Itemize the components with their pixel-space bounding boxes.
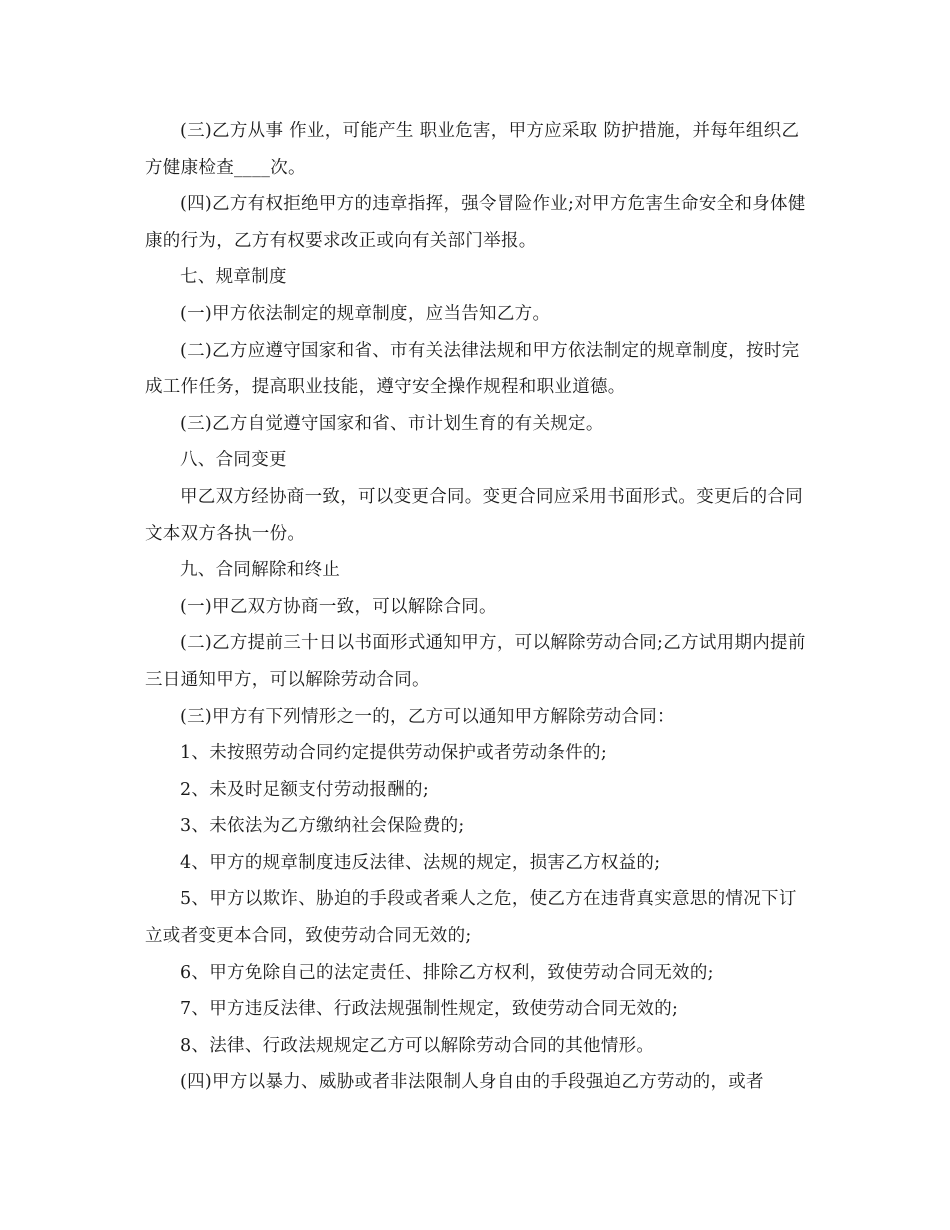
list-item: 8、法律、行政法规规定乙方可以解除劳动合同的其他情形。 xyxy=(180,1035,655,1056)
list-item: 1、未按照劳动合同约定提供劳动保护或者劳动条件的; xyxy=(180,743,608,764)
list-item: 5、甲方以欺诈、胁迫的手段或者乘人之危，使乙方在违背真实意思的情况下订立或者变更本合同，致使劳动合同无效的; xyxy=(145,889,797,947)
paragraph: (三)甲方有下列情形之一的，乙方可以通知甲方解除劳动合同： xyxy=(180,706,675,727)
section-heading: 七、规章制度 xyxy=(180,267,287,288)
paragraph: (三)乙方自觉遵守国家和省、市计划生育的有关规定。 xyxy=(180,413,604,434)
list-item: 7、甲方违反法律、行政法规强制性规定，致使劳动合同无效的; xyxy=(180,999,679,1020)
paragraph: (四)乙方有权拒绝甲方的违章指挥，强令冒险作业;对甲方危害生命安全和身体健康的行为，乙方有权要求改正或向有关部门举报。 xyxy=(145,194,806,251)
paragraph: (四)甲方以暴力、威胁或者非法限制人身自由的手段强迫乙方劳动的，或者 xyxy=(180,1072,764,1093)
document-page xyxy=(145,113,813,1101)
section-heading: 九、合同解除和终止 xyxy=(180,560,341,581)
paragraph: (一)甲乙双方协商一致，可以解除合同。 xyxy=(180,596,497,617)
section-heading: 八、合同变更 xyxy=(180,450,287,471)
paragraph: (三)乙方从事 作业，可能产生 职业危害，甲方应采取 防护措施，并每年组织乙方健康检查____次。 xyxy=(145,121,800,178)
list-item: 2、未及时足额支付劳动报酬的; xyxy=(180,779,430,800)
list-item: 3、未依法为乙方缴纳社会保险费的; xyxy=(180,816,465,837)
paragraph: 甲乙双方经协商一致，可以变更合同。变更合同应采用书面形式。变更后的合同文本双方各执一份。 xyxy=(145,486,803,544)
list-item: 6、甲方免除自己的法定责任、排除乙方权利，致使劳动合同无效的; xyxy=(180,962,714,983)
list-item: 4、甲方的规章制度违反法律、法规的规定，损害乙方权益的; xyxy=(180,852,661,873)
paragraph: (二)乙方提前三十日以书面形式通知甲方，可以解除劳动合同;乙方试用期内提前三日通知甲方，可以解除劳动合同。 xyxy=(145,633,806,690)
paragraph: (一)甲方依法制定的规章制度，应当告知乙方。 xyxy=(180,303,551,324)
paragraph: (二)乙方应遵守国家和省、市有关法律法规和甲方依法制定的规章制度，按时完成工作任务，提高职业技能，遵守安全操作规程和职业道德。 xyxy=(145,340,800,398)
